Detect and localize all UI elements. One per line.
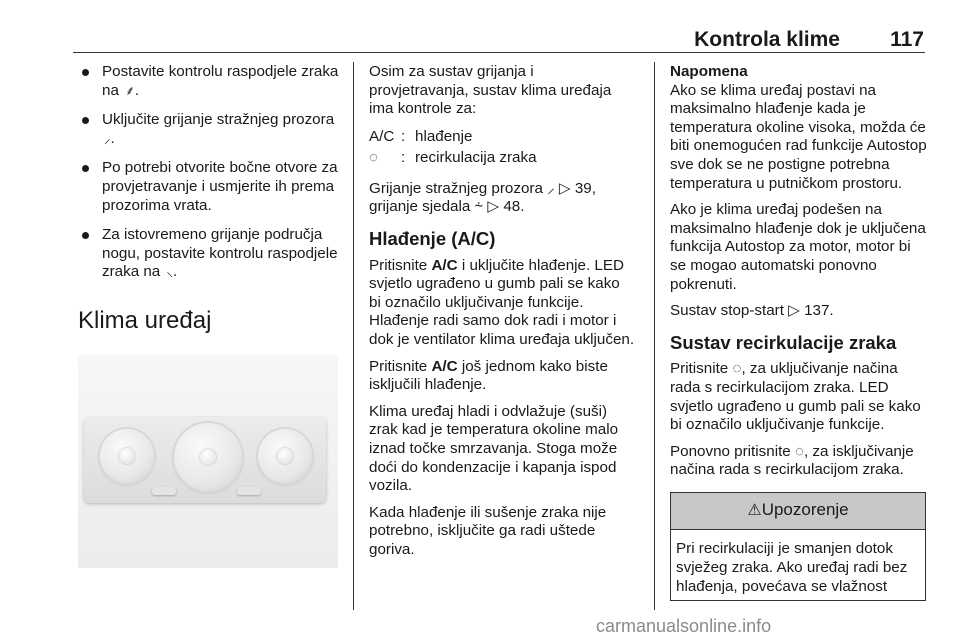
column-1 bbox=[78, 63, 343, 568]
warning-box bbox=[670, 492, 926, 602]
definition-row: A/C : hlađenje bbox=[369, 128, 635, 149]
paragraph: Pritisnite A/C i uključite hlađenje. LED svjetlo ugrađeno u gumb pali se kako bi označilo uključivanje funkcije. Hlađenje radi samo dok radi i motor i dok je ventilator klima uređaja uključen. bbox=[369, 256, 635, 348]
page-number: 117 bbox=[890, 28, 924, 51]
definition-desc: recirkulacija zraka bbox=[415, 148, 537, 166]
definition-row: ◌ : recirkulacija zraka bbox=[369, 149, 635, 170]
paragraph: Ponovno pritisnite ◌, za isključivanje načina rada s recirkulacijom zraka. bbox=[670, 442, 914, 479]
intro-text: Osim za sustav grijanja i provjetravanja, sustav klima uređaja ima kontrole za: bbox=[369, 63, 612, 118]
subheading-recirculation: Sustav recirkulacije zraka bbox=[670, 331, 897, 353]
bullet-item bbox=[78, 159, 343, 215]
bullet-tail: . bbox=[134, 81, 140, 99]
recirculation-icon: ◌ bbox=[369, 148, 379, 166]
note-paragraph: Ako se klima uređaj postavi na maksimalno hlađenje kada je temperatura okoline visoka, možda će biti onemogućen rad funkcije Autostop sve dok se ne postigne potrebna temperatura u putničkom prostoru. bbox=[670, 81, 927, 192]
climate-control-panel-image bbox=[78, 355, 338, 568]
definition-desc: hlađenje bbox=[415, 127, 473, 145]
footwell-air-icon: ⸜ bbox=[166, 264, 173, 280]
rear-window-heating-icon: ⸝ bbox=[104, 130, 111, 146]
bullet-tail: . bbox=[173, 263, 178, 281]
bullet-item bbox=[78, 226, 343, 282]
ac-term: A/C bbox=[369, 127, 395, 145]
bullet-dot bbox=[82, 69, 89, 76]
air-distribution-knob bbox=[258, 429, 312, 483]
warning-title: Upozorenje bbox=[761, 499, 849, 519]
bullet-text: Za istovremeno grijanje područja nogu, postavite kontrolu raspodjele zraka na bbox=[102, 226, 338, 281]
paragraph: Pritisnite ◌, za uključivanje načina rada s recirkulacijom zraka. LED svjetlo ugrađeno u gumb pali se kako bi označilo uključivanje funkcije. bbox=[670, 360, 921, 434]
bullet-dot bbox=[82, 165, 89, 172]
watermark: carmanualsonline.info bbox=[596, 616, 772, 636]
cross-references: Grijanje stražnjeg prozora ⸝ ▷ 39, grijanje sjedala ⸞ ▷ 48. bbox=[369, 179, 596, 216]
fan-speed-knob bbox=[174, 423, 242, 491]
control-panel bbox=[84, 417, 326, 503]
cross-reference: Sustav stop-start ▷ 137. bbox=[670, 302, 834, 320]
paragraph: Pritisnite A/C još jednom kako biste isključili hlađenje. bbox=[369, 357, 608, 394]
header-divider bbox=[73, 52, 925, 53]
column-divider-2 bbox=[654, 62, 655, 610]
warning-icon: ⚠ bbox=[747, 501, 762, 519]
note-title: Napomena bbox=[670, 63, 748, 80]
page-title: Kontrola klime bbox=[694, 28, 840, 51]
bullet-item bbox=[78, 111, 343, 148]
bullet-text: Uključite grijanje stražnjeg prozora bbox=[102, 111, 335, 129]
page-header bbox=[0, 0, 960, 50]
column-divider-1 bbox=[353, 62, 354, 610]
bullet-item bbox=[78, 63, 343, 100]
bullet-tail: . bbox=[110, 129, 115, 147]
temperature-knob bbox=[100, 429, 154, 483]
bullet-dot bbox=[82, 232, 89, 239]
windscreen-air-icon: ⸙ bbox=[125, 82, 135, 98]
subheading-cooling: Hlađenje (A/C) bbox=[369, 227, 496, 249]
bullet-dot bbox=[82, 117, 89, 124]
section-heading: Klima uređaj bbox=[78, 306, 212, 334]
panel-button bbox=[237, 487, 261, 495]
paragraph: Kada hlađenje ili sušenje zraka nije potrebno, isključite ga radi uštede goriva. bbox=[369, 503, 607, 558]
column-2 bbox=[369, 63, 635, 567]
bullet-text: Po potrebi otvorite bočne otvore za provjetravanje i usmjerite ih prema prozorima vrata. bbox=[102, 159, 338, 214]
note-paragraph: Ako je klima uređaj podešen na maksimalno hlađenje dok je uključena funkcija Autostop za motor, motor bi se mogao automatski ponovno pokrenuti. bbox=[670, 201, 926, 293]
warning-header bbox=[671, 493, 925, 531]
paragraph: Klima uređaj hladi i odvlažuje (suši) zrak kad je temperatura okoline malo iznad točke smrzavanja. Stoga može doći do kondenzacije i kapanja ispod vozila. bbox=[369, 402, 619, 495]
definition-list bbox=[369, 128, 635, 170]
column-3 bbox=[670, 63, 928, 601]
panel-button bbox=[152, 487, 176, 495]
warning-text: Pri recirkulaciji je smanjen dotok svježeg zraka. Ako uređaj radi bez hlađenja, povećava se vlažnost bbox=[676, 540, 908, 595]
bullet-text: Postavite kontrolu raspodjele zraka na bbox=[102, 63, 339, 99]
